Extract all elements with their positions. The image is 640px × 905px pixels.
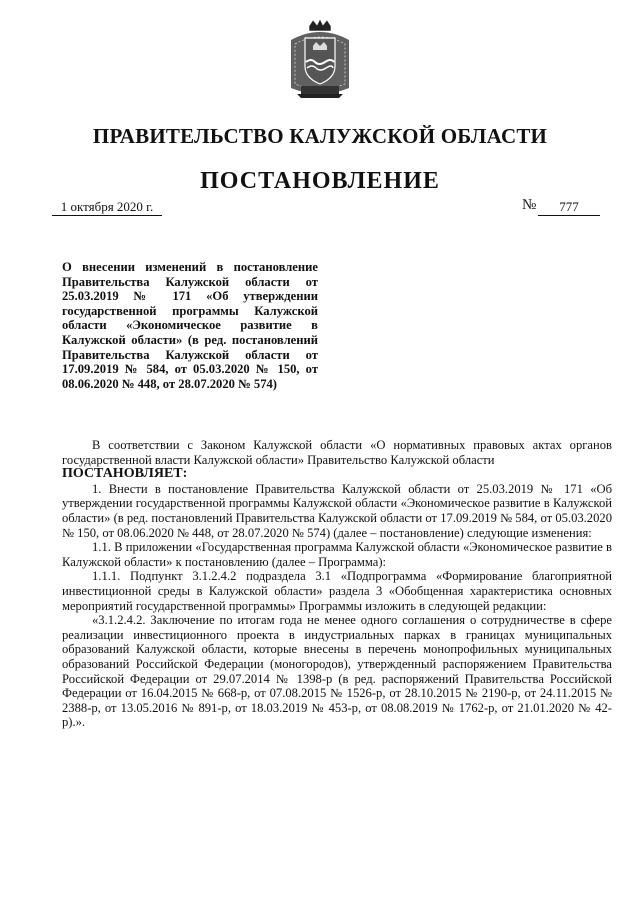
number-sign: № (522, 197, 537, 213)
paragraph-1: 1. Внести в постановление Правительства Калужской области от 25.03.2019 № 171 «Об утверждении государственной программы Калужской области «Экономическое развитие в Калужской области» (в ред. постановлений Правительства Калужской области от 17.09.2019 № 584, от 05.03.2020 № 150, от 08.06.2020 № 448, от 28.07.2020 № 574) (далее – постановление) следующие изменения: (62, 481, 612, 540)
document-body (62, 438, 612, 730)
document-type-title: ПОСТАНОВЛЕНИЕ (200, 168, 440, 194)
resolves-heading: ПОСТАНОВЛЯЕТ: (62, 466, 188, 482)
government-name: ПРАВИТЕЛЬСТВО КАЛУЖСКОЙ ОБЛАСТИ (92, 124, 548, 148)
document-subject: О внесении изменений в постановление Правительства Калужской области от 25.03.2019 № 171 «Об утверждении государственной программы Калужской области «Экономическое развитие в Калужской области» (в ред. постановлений Правительства Калужской области от 17.09.2019 № 584, от 05.03.2020 № 150, от 08.06.2020 № 448, от 28.07.2020 № 574) (62, 260, 318, 391)
preamble-paragraph: В соответствии с Законом Калужской области «О нормативных правовых актах органов государственной власти Калужской области» Правительство Калужской области (62, 438, 612, 467)
kaluga-oblast-coat-of-arms-icon (287, 18, 353, 100)
paragraph-1-1-1: 1.1.1. Подпункт 3.1.2.4.2 подраздела 3.1 «Подпрограмма «Формирование благоприятной инвестиционной среды в Калужской области» раздела 3 «Обобщенная характеристика основных мероприятий государственной программы» Программы изложить в следующей редакции: (62, 569, 612, 613)
document-date: 1 октября 2020 г. (52, 199, 162, 216)
document-number: 777 (538, 199, 600, 216)
paragraph-1-1: 1.1. В приложении «Государственная программа Калужской области «Экономическое развитие в Калужской области» к постановлению (далее – Программа): (62, 540, 612, 569)
quoted-paragraph: «3.1.2.4.2. Заключение по итогам года не менее одного соглашения о сотрудничестве в сфере реализации инвестиционного проекта в индустриальных парках в границах муниципальных образований Калужской области, которые внесены в перечень монопрофильных муниципальных образований Российской Федерации (моногородов), утвержденный распоряжением Правительства Российской Федерации от 29.07.2014 № 1398-р (в ред. распоряжений Правительства Российской Федерации от 16.04.2015 № 668-р, от 07.08.2015 № 1526-р, от 28.10.2015 № 2190-р, от 24.11.2015 № 2388-р, от 13.05.2016 № 891-р, от 18.03.2019 № 453-р, от 08.08.2019 № 1762-р, от 21.01.2020 № 42-р).». (62, 613, 612, 730)
